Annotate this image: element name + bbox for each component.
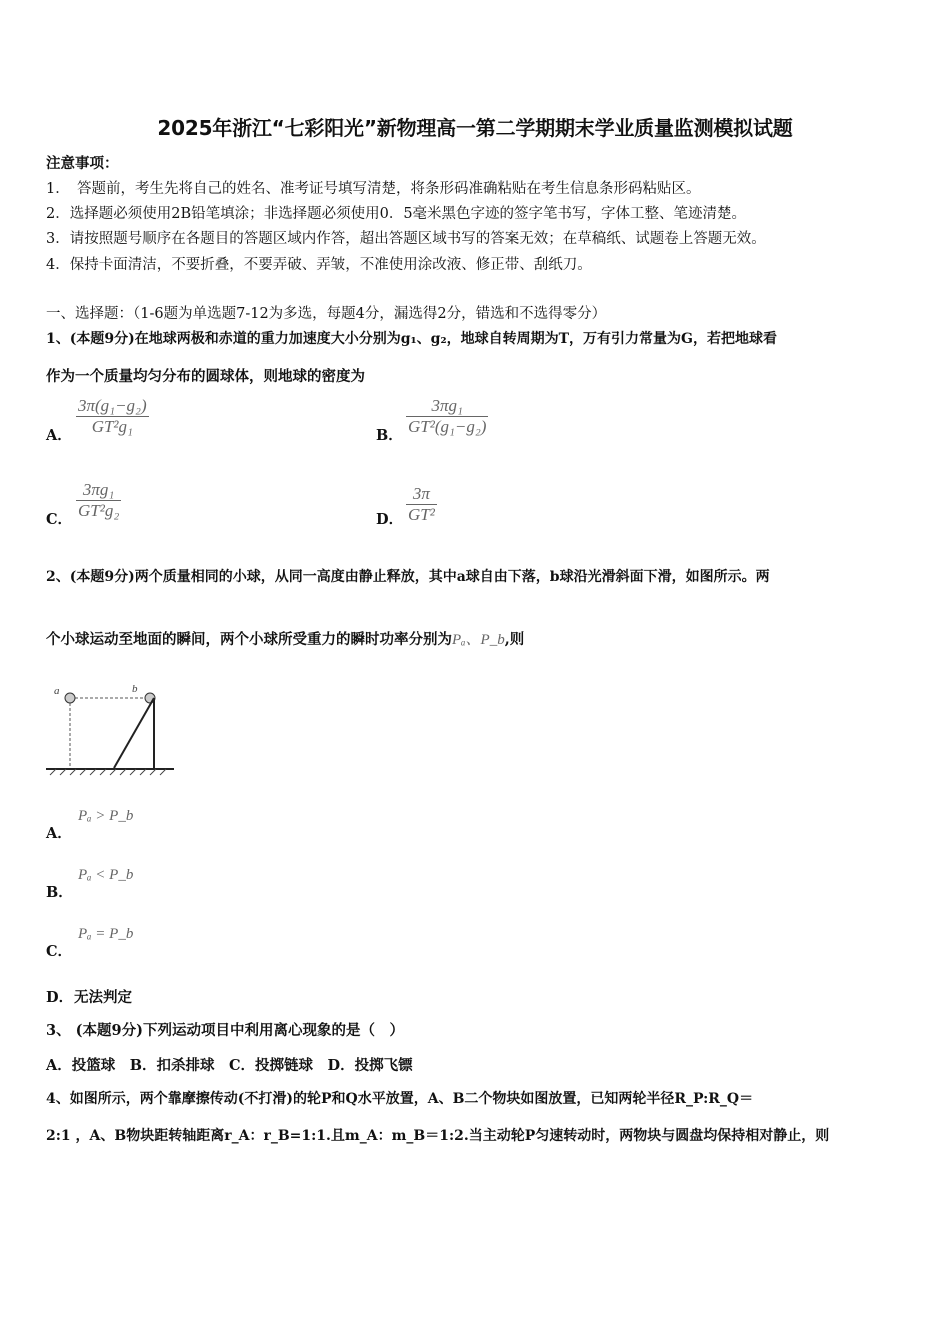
- q3-stem: 3、 (本题9分)下列运动项目中利用离心现象的是（ ）: [46, 1022, 404, 1039]
- q2-stem-tail: ,则: [504, 631, 525, 648]
- q4-stem-line2: 2:1 ，A、B物块距转轴距离r_A：r_B=1:1.且m_A：m_B＝1:2.当主动轮P匀速转动时，两物块与圆盘均保持相对静止，则: [46, 1128, 830, 1144]
- q1-option-b-label: B．: [376, 427, 403, 444]
- q1-option-d-fraction: [406, 484, 437, 525]
- notice-item: 2．选择题必须使用2B铅笔填涂；非选择题必须使用0．5毫米黑色字迹的签字笔书写，字体工整、笔迹清楚。: [46, 206, 747, 222]
- q2-stem-text: 个小球运动至地面的瞬间，两个小球所受重力的瞬时功率分别为: [46, 631, 452, 648]
- q2-power-symbols: Pₐ、P_b: [452, 632, 505, 648]
- q1-option-c-fraction: [76, 480, 121, 521]
- q2-option-d-text: 无法判定: [74, 989, 132, 1006]
- q1-option-a-fraction: [76, 396, 149, 437]
- q2-option-a-label: A．: [46, 825, 72, 842]
- q1-stem-line1: 1、(本题9分)在地球两极和赤道的重力加速度大小分别为g₁、g₂，地球自转周期为T，万有引力常量为G，若把地球看: [46, 331, 777, 347]
- q1-option-c-label: C．: [46, 511, 73, 528]
- q2-option-c-label: C．: [46, 943, 73, 960]
- fraction-numerator: 3π(g₁−g₂): [78, 396, 147, 415]
- section-heading: 一、选择题：（1-6题为单选题7-12为多选，每题4分，漏选得2分，错选和不选得零分）: [46, 306, 607, 322]
- notice-item: 3．请按照题号顺序在各题目的答题区域内作答，超出答题区域书写的答案无效；在草稿纸、试题卷上答题无效。: [46, 231, 766, 247]
- fraction-numerator: 3πg₁: [431, 396, 463, 415]
- q1-stem-line2: 作为一个质量均匀分布的圆球体，则地球的密度为: [46, 368, 365, 385]
- q3-options: A．投篮球 B．扣杀排球 C．投掷链球 D．投掷飞镖: [46, 1057, 413, 1074]
- q2-option-d-label: D．: [46, 989, 74, 1006]
- q4-stem-line1: 4、如图所示，两个靠摩擦传动(不打滑)的轮P和Q水平放置，A、B二个物块如图放置，已知两轮半径R_P:R_Q＝: [46, 1091, 754, 1107]
- q2-option-a-expr: Pₐ > P_b: [78, 808, 134, 824]
- notice-item: 4．保持卡面清洁，不要折叠，不要弄破、弄皱，不准使用涂改液、修正带、刮纸刀。: [46, 257, 592, 273]
- notice-item: 1． 答题前，考生先将自己的姓名、准考证号填写清楚，将条形码准确粘贴在考生信息条形码粘贴区。: [46, 181, 701, 197]
- incline-slope: [114, 698, 154, 768]
- q1-option-b-fraction: [406, 396, 488, 437]
- fraction-numerator: 3π: [412, 484, 430, 503]
- q1-option-d-label: D．: [376, 511, 404, 528]
- label-a: a: [54, 685, 60, 697]
- fraction-denominator: GT²g₂: [78, 501, 120, 520]
- q2-option-b-label: B．: [46, 884, 73, 901]
- fraction-denominator: GT²: [408, 505, 435, 524]
- fraction-denominator: GT²g₁: [76, 416, 149, 437]
- notice-heading: 注意事项：: [46, 155, 119, 172]
- fraction-denominator: GT²(g₁−g₂): [408, 417, 487, 436]
- incline-figure: [44, 680, 176, 776]
- q2-option-c-expr: Pₐ = P_b: [78, 926, 134, 942]
- q2-option-b-expr: Pₐ < P_b: [78, 867, 134, 883]
- fraction-numerator: 3πg₁: [82, 480, 115, 499]
- ball-a: [65, 693, 75, 703]
- label-b: b: [132, 683, 138, 695]
- q2-stem-line1: 2、(本题9分)两个质量相同的小球，从同一高度由静止释放，其中a球自由下落，b球沿光滑斜面下滑，如图所示。两: [46, 569, 770, 585]
- page-title: 2025年浙江“七彩阳光”新物理高一第二学期期末学业质量监测模拟试题: [157, 116, 793, 140]
- q1-option-a-label: A．: [46, 427, 72, 444]
- q2-stem-line2: [46, 628, 524, 649]
